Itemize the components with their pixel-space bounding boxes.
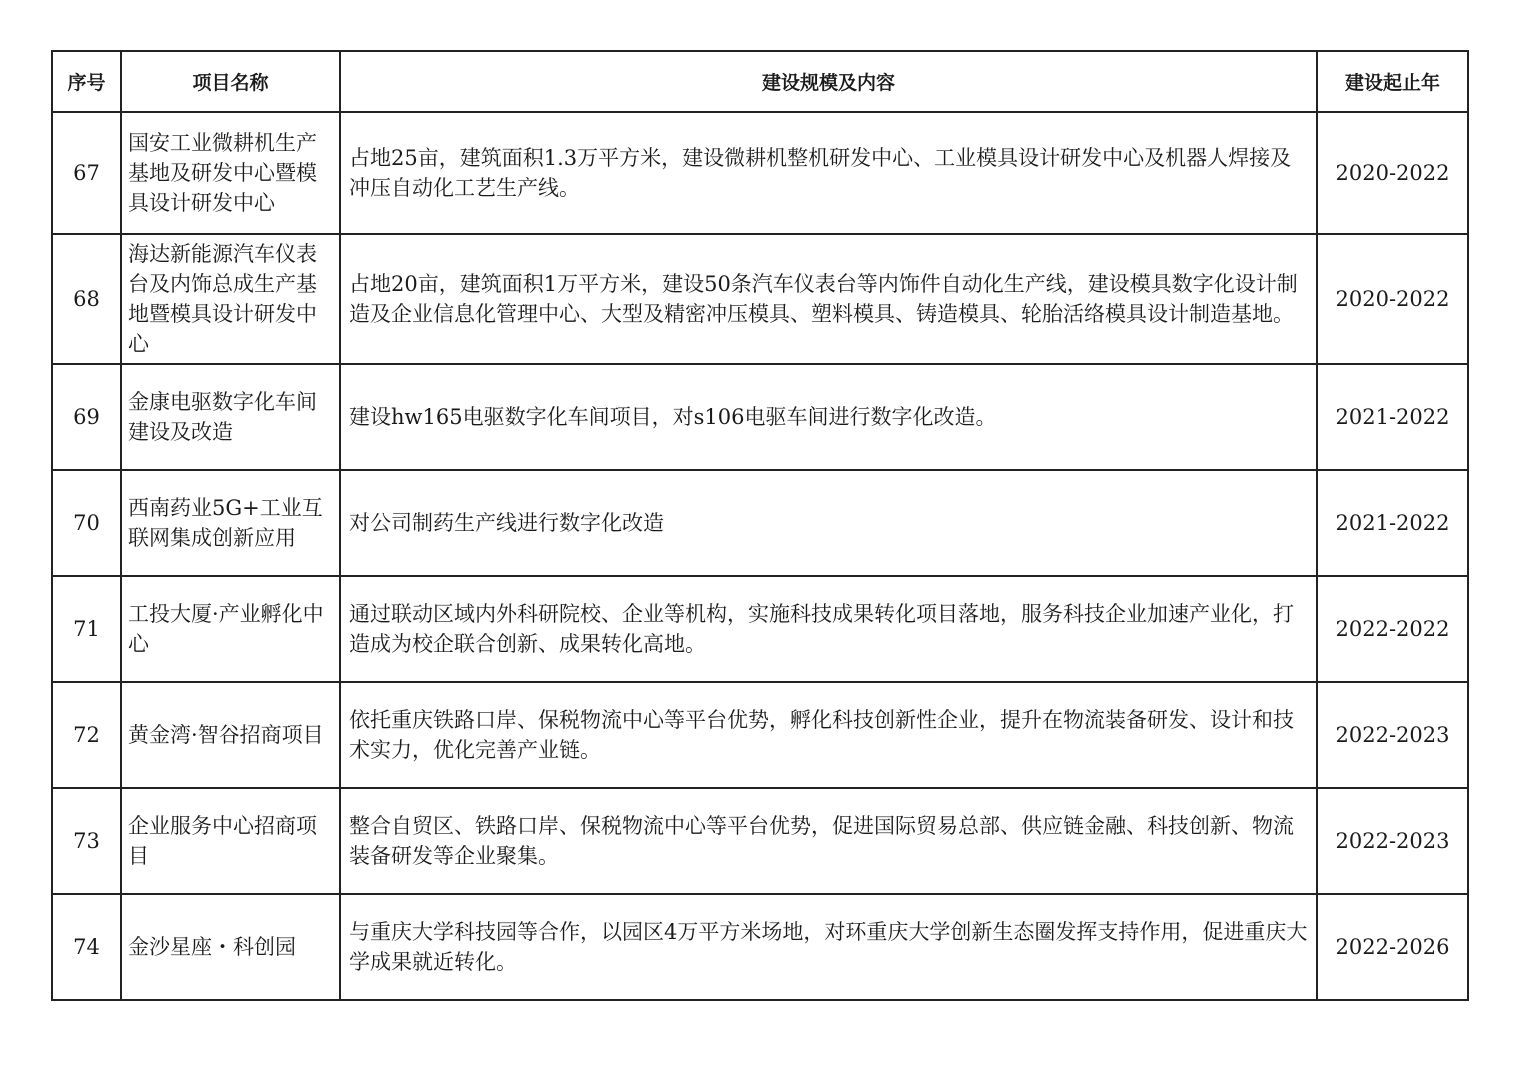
project-content: 对公司制药生产线进行数字化改造 xyxy=(340,470,1317,576)
table-row xyxy=(52,112,1468,234)
project-content: 占地25亩，建筑面积1.3万平方米，建设微耕机整机研发中心、工业模具设计研发中心及机器人焊接及冲压自动化工艺生产线。 xyxy=(340,112,1317,234)
project-name: 海达新能源汽车仪表台及内饰总成生产基地暨模具设计研发中心 xyxy=(121,234,340,364)
header-no: 序号 xyxy=(52,51,121,112)
row-number: 69 xyxy=(52,364,121,470)
table-row xyxy=(52,894,1468,1000)
project-years: 2020-2022 xyxy=(1317,234,1468,364)
row-number: 71 xyxy=(52,576,121,682)
project-content: 建设hw165电驱数字化车间项目，对s106电驱车间进行数字化改造。 xyxy=(340,364,1317,470)
project-content: 与重庆大学科技园等合作，以园区4万平方米场地，对环重庆大学创新生态圈发挥支持作用，促进重庆大学成果就近转化。 xyxy=(340,894,1317,1000)
project-years: 2021-2022 xyxy=(1317,470,1468,576)
table-row xyxy=(52,470,1468,576)
header-years: 建设起止年 xyxy=(1317,51,1468,112)
project-content: 通过联动区域内外科研院校、企业等机构，实施科技成果转化项目落地，服务科技企业加速产业化，打造成为校企联合创新、成果转化高地。 xyxy=(340,576,1317,682)
project-name: 企业服务中心招商项目 xyxy=(121,788,340,894)
header-name: 项目名称 xyxy=(121,51,340,112)
project-years: 2022-2023 xyxy=(1317,682,1468,788)
table-header-row xyxy=(52,51,1468,112)
table-row xyxy=(52,576,1468,682)
row-number: 73 xyxy=(52,788,121,894)
project-years: 2022-2026 xyxy=(1317,894,1468,1000)
row-number: 67 xyxy=(52,112,121,234)
project-content: 依托重庆铁路口岸、保税物流中心等平台优势，孵化科技创新性企业，提升在物流装备研发、设计和技术实力，优化完善产业链。 xyxy=(340,682,1317,788)
header-content: 建设规模及内容 xyxy=(340,51,1317,112)
row-number: 72 xyxy=(52,682,121,788)
project-name: 金康电驱数字化车间建设及改造 xyxy=(121,364,340,470)
project-content: 占地20亩，建筑面积1万平方米，建设50条汽车仪表台等内饰件自动化生产线，建设模具数字化设计制造及企业信息化管理中心、大型及精密冲压模具、塑料模具、铸造模具、轮胎活络模具设计制造基地。 xyxy=(340,234,1317,364)
project-content: 整合自贸区、铁路口岸、保税物流中心等平台优势，促进国际贸易总部、供应链金融、科技创新、物流装备研发等企业聚集。 xyxy=(340,788,1317,894)
row-number: 70 xyxy=(52,470,121,576)
project-name: 工投大厦·产业孵化中心 xyxy=(121,576,340,682)
project-years: 2021-2022 xyxy=(1317,364,1468,470)
project-name: 金沙星座・科创园 xyxy=(121,894,340,1000)
row-number: 74 xyxy=(52,894,121,1000)
projects-table xyxy=(51,50,1469,1001)
table-row xyxy=(52,364,1468,470)
project-years: 2022-2023 xyxy=(1317,788,1468,894)
project-years: 2020-2022 xyxy=(1317,112,1468,234)
row-number: 68 xyxy=(52,234,121,364)
project-name: 黄金湾·智谷招商项目 xyxy=(121,682,340,788)
table-row xyxy=(52,788,1468,894)
table-row xyxy=(52,682,1468,788)
project-years: 2022-2022 xyxy=(1317,576,1468,682)
table-row xyxy=(52,234,1468,364)
project-name: 西南药业5G+工业互联网集成创新应用 xyxy=(121,470,340,576)
project-name: 国安工业微耕机生产基地及研发中心暨模具设计研发中心 xyxy=(121,112,340,234)
